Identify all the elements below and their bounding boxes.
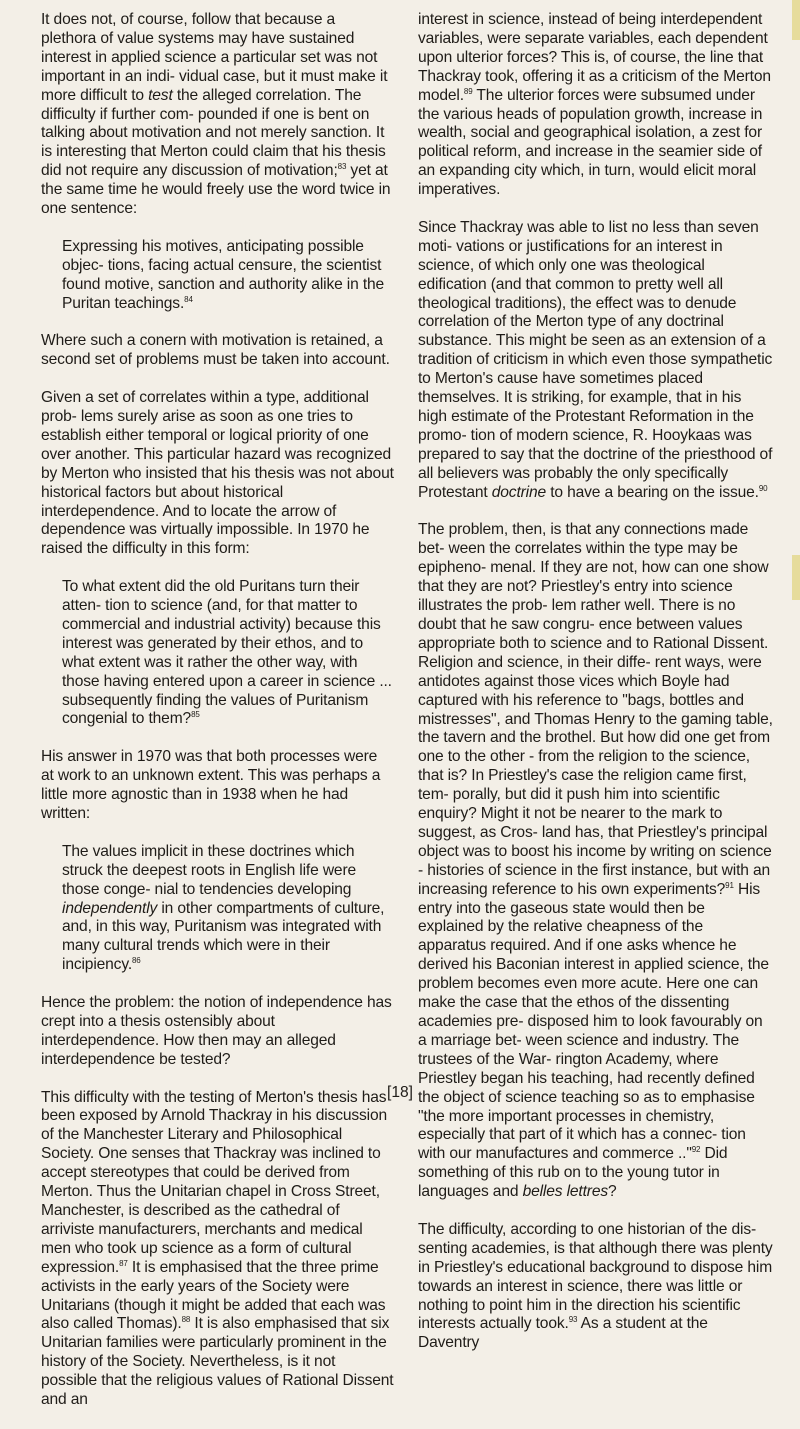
block-quote: Expressing his motives, anticipating possible objec- tions, facing actual censure, the scientist found motive, sanction and authority alike in the Puritan teachings.$^{84}$	[62, 237, 385, 312]
footnote-ref: 83	[337, 162, 347, 172]
paragraph: Given a set of correlates within a type, additional prob- lems surely arise as soon as one tries to establish either temporal or logical priority of one over another. This particular hazard was recognized by Merton who insisted that his thesis was not about historical factors but about historical interdependence. And to locate the arrow of dependence was virtually impossible. In 1970 he raised the difficulty in this form:	[41, 389, 394, 558]
paragraph: The problem, then, is that any connections made bet- ween the correlates within the type may be epipheno- menal. If they are not, how can one show that they are not? Priestley's entry into science illustrates the prob- lem rather well. There is no doubt that he saw congru- ence between values appropriate both to science and to Rational Dissent. Religion and science, in their diffe- rent ways, were antidotes against those vices which Boyle had captured with his reference to "bags, bottles and mistresses", and Thomas Henry to the gaming table, the tavern and the brothel. But how did one get from one to the other - from the religion to the science, that is? In Priestley's case the religion came first, tem- porally, but did it push him into scientific enquiry? Might it not be nearer to the mark to suggest, as Cros- land has, that Priestley's principal object was to boost his income by writing on science - histories of science in the first instance, but with an increasing reference to his own experiments?$^{91}$ His entry into the gaseous state would then be explained by the relative cheapness of the apparatus required. And if one asks whence he derived his Baconian interest in applied science, the problem becomes even more acute. Here one can make the case that the ethos of the dissenting academies pre- disposed him to look favourably on a marriage bet- ween science and industry. The trustees of the War- rington Academy, where Priestley began his teaching, had recently defined the object of science teaching so as to emphasise "the more important processes in chemistry, especially that part of it which has a connec- tion with our manufactures and commerce .."$^{92}$ Did something of this rub on to the young tutor in languages and belles lettres?	[418, 521, 773, 1201]
footnote-ref: 84	[184, 294, 193, 304]
footnote-ref: 91	[725, 880, 734, 890]
paragraph: interest in science, instead of being interdependent variables, were separate variables, each dependent upon ulterior forces? This is, of course, the line that Thackray took, offering it as a criticism of the Merton model.$^{89}$ The ulterior forces were subsumed under the various heads of population growth, increase in wealth, social and geographical isolation, a zest for political reform, and increase in the seamier side of an expanding city which, in turn, would elicit moral imperatives.	[418, 11, 771, 199]
footnote-ref: 85	[191, 710, 200, 720]
footnote-ref: 89	[463, 86, 473, 96]
block-quote: The values implicit in these doctrines which struck the deepest roots in English life were those conge- nial to tendencies developing independently in other compartments of culture, and, in this way, Puritanism was integrated with many cultural trends which were in their incipiency.$^{86}$	[62, 842, 385, 974]
footnote-ref: 86	[132, 956, 141, 966]
paragraph: Hence the problem: the notion of independence has crept into a thesis ostensibly about interdependence. How then may an alleged interdependence be tested?	[41, 994, 392, 1068]
footnote-ref: 90	[758, 483, 768, 493]
page-edge-tint-top	[792, 0, 800, 40]
footnote-ref: 93	[568, 1315, 578, 1325]
paragraph: This difficulty with the testing of Merton's thesis has been exposed by Arnold Thackray in his discussion of the Manchester Literary and Philosophical Society. One senses that Thackray was inclined to accept stereotypes that could be derived from Merton. Thus the Unitarian chapel in Cross Street, Manchester, is described as the cathedral of arriviste manufacturers, merchants and medical men who took up science as a form of cultural expression.$^{87}$ It is emphasised that the three prime activists in the early years of the Society were Unitarians (though it might be added that each was also called Thomas).$^{88}$ It is also emphasised that six Unitarian families were particularly prominent in the history of the Society. Nevertheless, is it not possible that the religious values of Rational Dissent and an	[41, 1088, 394, 1409]
footnote-ref: 88	[181, 1315, 191, 1325]
left-column	[41, 11, 394, 1429]
paragraph: His answer in 1970 was that both processes were at work to an unknown extent. This was perhaps a little more agnostic than in 1938 when he had written:	[41, 748, 381, 822]
page-edge-tint-middle	[792, 555, 800, 600]
paragraph: Where such a conern with motivation is retained, a second set of problems must be taken into account.	[41, 332, 390, 369]
block-quote: To what extent did the old Puritans turn their atten- tion to science (and, for that matter to commercial and industrial activity) because this interest was generated by their ethos, and to what extent was it rather the other way, with those having entered upon a career in science ... subsequently finding the values of Puritanism congenial to them?$^{85}$	[62, 578, 392, 728]
footnote-ref: 92	[691, 1145, 701, 1155]
footnote-ref: 87	[119, 1258, 128, 1268]
page-number: [18]	[386, 1084, 413, 1101]
paragraph: The difficulty, according to one historian of the dis- senting academies, is that although there was plenty in Priestley's educational background to dispose him towards an interest in science, there was little or nothing to point him in the direction his scientific interests actually took.$^{93}$ As a student at the Daventry	[418, 1220, 773, 1352]
paragraph: Since Thackray was able to list no less than seven moti- vations or justifications for an interest in science, of which only one was theological edification (and that common to pretty well all theological traditions), the effect was to denude correlation of the Merton type of any doctrinal substance. This might be seen as an extension of a tradition of criticism in which even those sympathetic to Merton's cause have sometimes placed themselves. It is striking, for example, that in his high estimate of the Protestant Reformation in the promo- tion of modern science, R. Hooykaas was prepared to say that the doctrine of the priesthood of all believers was probably the only specifically Protestant doctrine to have a bearing on the issue.$^{90}$	[418, 218, 773, 501]
right-column	[418, 11, 773, 1372]
paragraph: It does not, of course, follow that because a plethora of value systems may have sustained interest in applied science a particular set was not important in an indi- vidual case, but it must make it more difficult to test the alleged correlation. The difficulty if further com- pounded if one is bent on talking about motivation and not merely sanction. It is interesting that Merton could claim that his thesis did not require any discussion of motivation;$^{83}$ yet at the same time he would freely use the word twice in one sentence:	[41, 11, 391, 218]
